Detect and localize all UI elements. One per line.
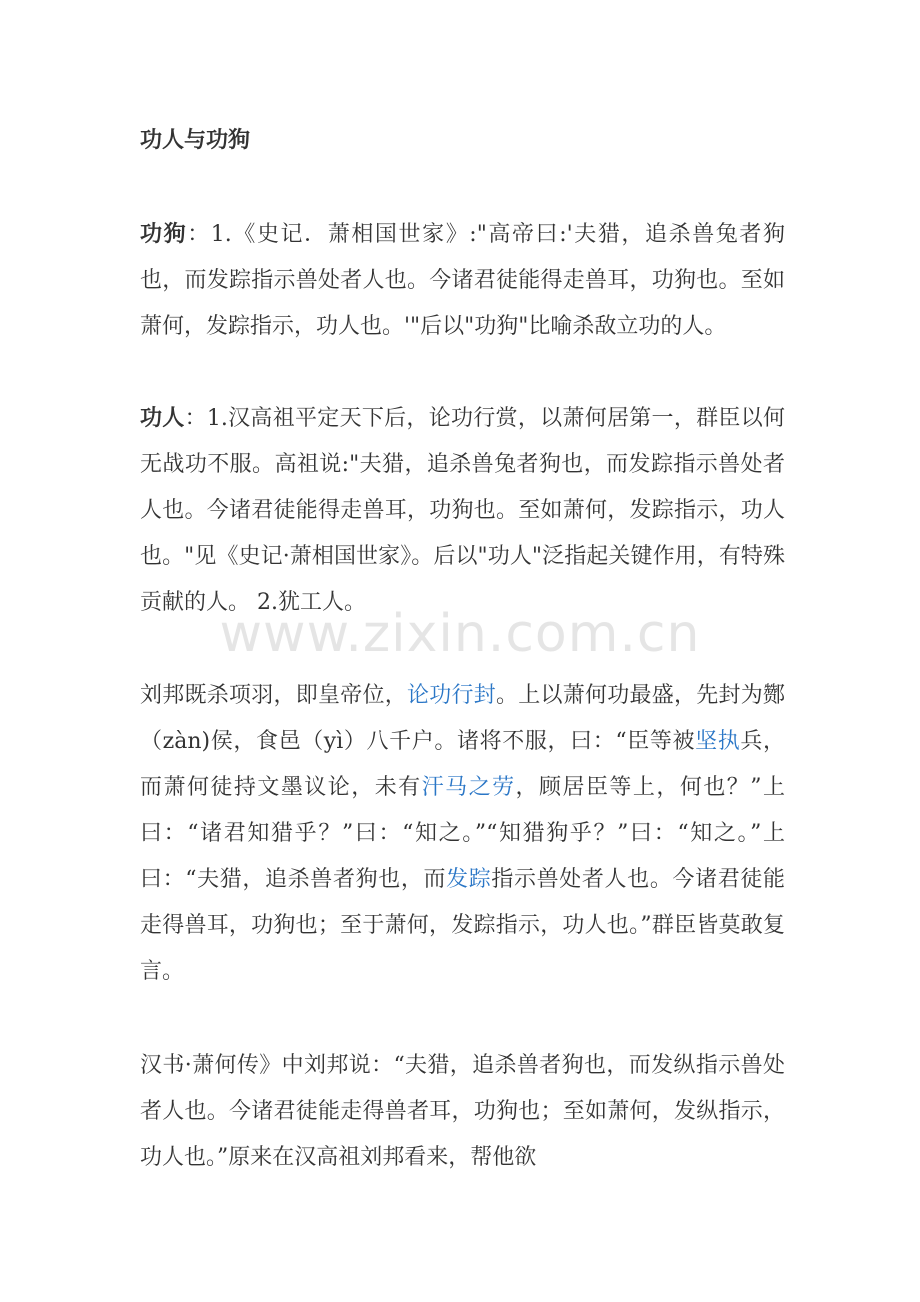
story-text-2: 。上以萧何功最盛，先封为酂（zàn)侯，食邑（yì）八千户。诸将不服，曰：“臣等被 — [140, 683, 785, 754]
paragraph-story — [140, 673, 785, 995]
story-text-1: 刘邦既杀项羽，即皇帝位， — [140, 683, 407, 708]
site-watermark: www.zixin.com.cn — [219, 604, 701, 664]
paragraph-gongren-text: ：1.汉高祖平定天下后，论功行赏，以萧何居第一，群臣以何无战功不服。高祖说:"夫猎，追杀兽兔者狗也，而发踪指示兽处者人也。今诸君徒能得走兽耳，功狗也。至如萧何，发踪指示，功人也。"见《史记·萧相国世家》。后以"功人"泛指起关键作用，有特殊贡献的人。 2.犹工人。 — [140, 406, 785, 615]
paragraph-hanshu: 汉书·萧何传》中刘邦说：“夫猎，追杀兽者狗也，而发纵指示兽处者人也。今诸君徒能走得兽者耳，功狗也；至如萧何，发纵指示，功人也。”原来在汉高祖刘邦看来，帮他欲 — [140, 1053, 785, 1170]
story-text-4: ，顾居臣等上，何也？”上曰：“诸君知猎乎？”曰：“知之。”“知猎狗乎？”曰：“知之。”上曰：“夫猎，追杀兽者狗也，而 — [140, 775, 785, 892]
link-lungongxingfeng[interactable]: 论功行封 — [406, 683, 496, 708]
paragraph-gonggou — [140, 211, 785, 350]
page-title: 功人与功狗 — [140, 127, 251, 153]
story-text-5: 指示兽处者人也。今诸君徒能走得兽耳，功狗也；至于萧何，发踪指示，功人也。”群臣皆莫敢复言。 — [140, 867, 785, 984]
term-gongren: 功人 — [140, 405, 185, 431]
story-text-3: 兵，而萧何徒持文墨议论，未有 — [140, 729, 785, 800]
link-fazong[interactable]: 发踪 — [446, 867, 492, 892]
paragraph-gongren — [140, 395, 785, 626]
link-hanmazhilao[interactable]: 汗马之劳 — [421, 775, 516, 800]
link-jianzhi[interactable]: 坚执 — [695, 729, 741, 754]
paragraph-gonggou-text: ：1.《史记．萧相国世家》:"高帝曰:'夫猎，追杀兽兔者狗也，而发踪指示兽处者人也。今诸君徒能得走兽耳，功狗也。至如萧何，发踪指示，功人也。'"后以"功狗"比喻杀敌立功的人。 — [140, 222, 785, 339]
term-gonggou: 功狗 — [140, 221, 188, 247]
